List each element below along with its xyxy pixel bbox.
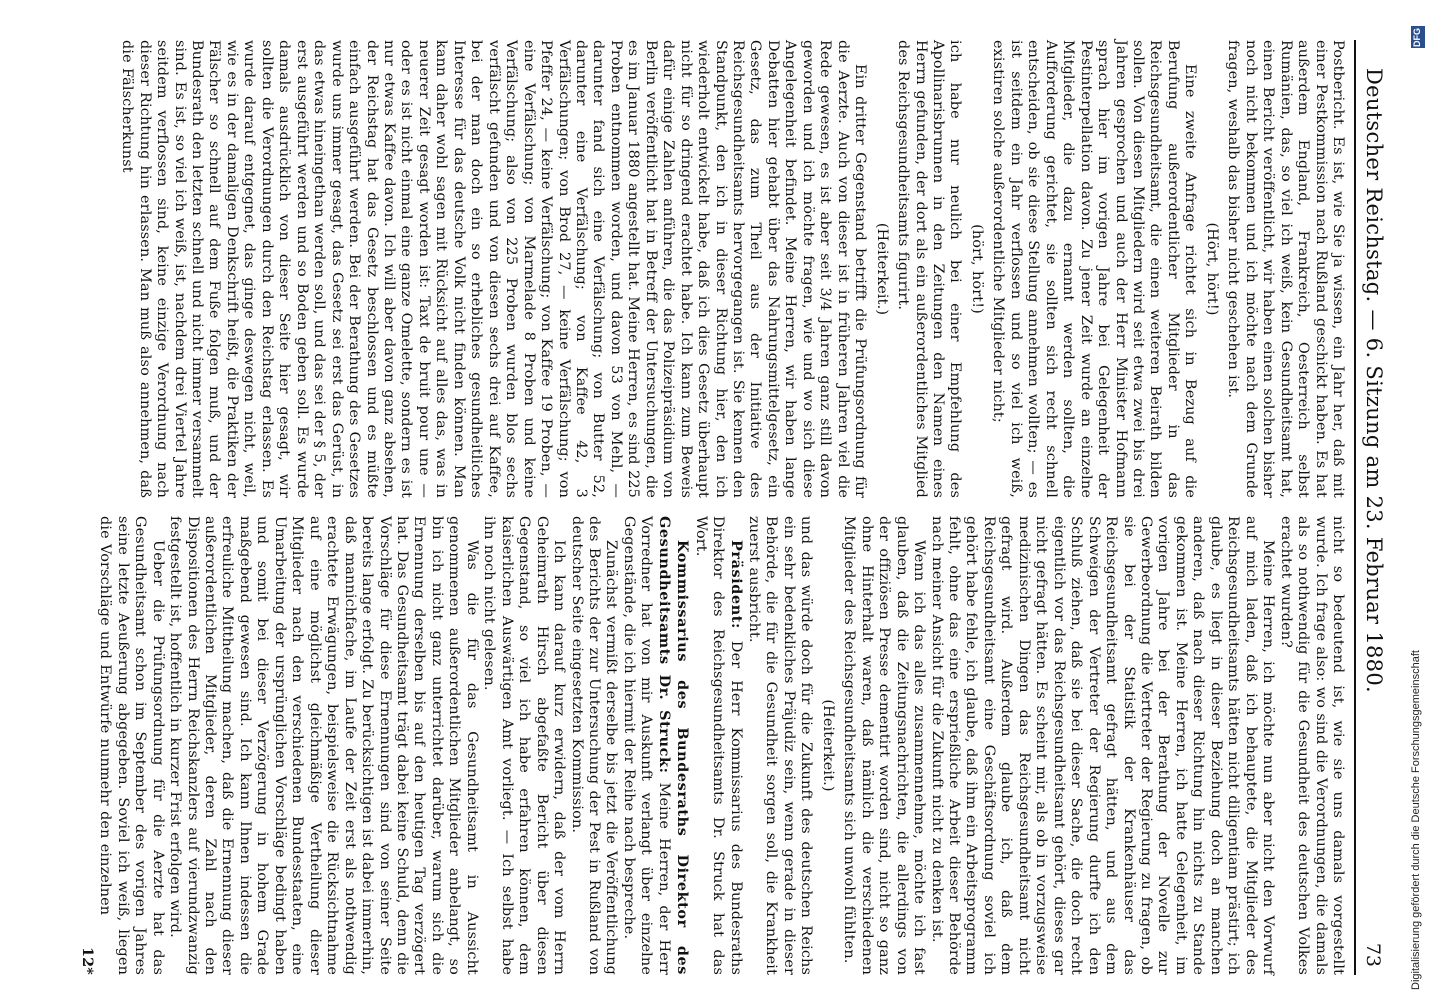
paragraph: Postbericht. Es ist, wie Sie ja wissen, ein Jahr her, daß mit einer Pestkommission nach Rußland geschickt haben. Es hat außerdem England, Frankreich, Oesterreich selbst Rumänien, das, so viel ich weiß, kein Gesundheitsamt hat, einen Bericht veröffentlicht, wir haben einen solchen bisher noch nicht bekommen und ich möchte nach dem Grunde fragen, weshalb das bisher nicht geschehen ist. [1225, 40, 1346, 498]
paragraph: Ein dritter Gegenstand betrifft die Prüfungsordnung für die Aerzte. Auch von dieser ist in früheren Jahren viel die Rede gewesen, es ist aber seit 3/4 Jahren ganz still davon geworden und ich möchte fragen, wie und wo sich diese Angelegenheit befindet. Meine Herren, wir haben lange Debatten hier gehabt über das Nahrungsmittelgesetz, ein Gesetz, das zum Theil aus der Initiative des Reichsgesundheitsamts hervorgegangen ist. Sie kennen den Standpunkt, den ich in dieser Richtung hier, den ich wiederholt entwickelt habe, daß ich dies Gesetz überhaupt nicht für so dringend erachtet habe. Ich kann zum Beweis dafür einige Zahlen anführen, die das Polizeipräsidium von Berlin veröffentlicht hat in Betreff der Untersuchungen, die es im Januar 1880 angestellt hat. Meine Herren, es sind 225 Proben entnommen worden, und davon 53 von Mehl, — darunter fand sich eine Verfälschung; von Butter 52, darunter eine Verfälschung; von Kaffee 42, 3 Verfälschungen; von Brod 27, — keine Verfälschung; von Pfeffer 24, — keine Verfälschung; von Kaffee 19 Proben, — eine Verfälschung; von Marmelade 8 Proben und keine Verfälschung; also von 225 Proben wurden blos sechs verfälscht gefunden und von diesen sechs drei auf Kaffee, bei der man doch ein so erhebliches gesundheitliches Interesse für das deutsche Volk nicht finden können. Man kann daher wohl sagen mit Rücksicht auf alles das, was in neuerer Zeit gesagt worden ist: Taxt de bruit pour une — oder es ist nicht einmal eine ganze Omelette, sondern es ist nur etwas Kaffee davon. Ich will aber davon ganz absehen, der Reichstag hat das Gesetz beschlossen und es müßte einfach ausgeführt werden. Bei der Berathung des Gesetzes wurde uns immer gesagt, das Gesetz sei erst das Gerüst, in das etwas hineingethan werden soll, und das sei der § 5, der erst ausgeführt werden und so Boden geben soll. Es wurde damals ausdrücklich von dieser Seite hier gesagt, wir sollten die Verordnungen durch den Reichstag erlassen. Es wurde darauf entgegnet, das ginge deswegen nicht, weil, wie es in der damaligen Denkschrift heißt, die Praktiken der Fälscher so schnell auf dem Fuße folgen muß, und der Bundesrath den letzten schnell und nicht immer versammelt sind. Es ist, so viel ich weiß, ist, nachdem drei Viertel Jahre seitdem verflossen sind, keine einzige Verordnung nach dieser Richtung hin erlassen. Man muß also annehmen, daß die Fälscherkunst [119, 40, 869, 498]
paragraph: Ueber die Prüfungsordnung für die Aerzte hat das Gesundheitsamt schon im September des vorigen Jahres seine letzte Aeußerung abgegeben. Soviel ich weiß, liegen die Vorschläge und Entwürfe nunmehr den einzelnen [97, 516, 166, 975]
speech-text: Der Herr Kommissarius des Bundesraths Direktor des Reichsgesundheitsamts Dr. Struck hat das Wort. [692, 516, 744, 975]
left-column [91, 40, 1346, 498]
paragraph: und das würde doch für die Zukunft des deutschen Reichs ein sehr bedenkliches Präjudiz sein, wenn gerade in dieser Behörde, die für die Gesundheit sorgen soll, die Krankheit zuerst ausbricht. [746, 516, 815, 975]
interjection: (Hört, hört!) [1203, 222, 1220, 316]
digitization-sidebar [1404, 0, 1432, 1000]
interjection: (Heiterkeit.) [819, 699, 836, 792]
page-number: 73 [1362, 942, 1384, 967]
speaker-name: Präsident: [727, 540, 745, 629]
paragraph: Meine Herren, ich möchte nun aber nicht den Vorwurf auf mich laden, daß ich behauptete, die Mitglieder des Reichsgesundheitsamts hätten nicht diligentiam prästirt; ich glaube, es liegt in dieser Beziehung doch an manchen anderen, daß nach dieser Richtung hin nichts zu Stande gekommen ist. Meine Herren, ich hatte Gelegenheit, im vorigen Jahre bei der Berathung der Novelle zur Gewerbeordnung die Vertreter der Regierung zu fragen, ob sie bei der Statistik der Krankenhäuser das Reichsgesundheitsamt gefragt hätten, und aus dem Schweigen der Vertreter der Regierung durfte ich den Schluß ziehen, daß sie bei dieser Sache, die doch recht eigentlich vor das Reichsgesundheitsamt gehört, dieses gar nicht gefragt hätten. Es scheint mir, als ob in vorzugsweise medizinischen Dingen das Reichsgesundheitsamt nicht gefragt wird. Außerdem glaube ich, daß dem Reichsgesundheitsamt eine Geschäftsordnung soviel ich gehört habe fehle, ich glaube, daß ihm ein Arbeitsprogramm fehlt, ohne das eine ersprießliche Arbeit dieser Behörde nach meiner Ansicht für die Zukunft nicht zu denken ist. [928, 516, 1277, 975]
dfg-logo [1411, 26, 1425, 48]
sheet-signature: 12* [78, 946, 96, 975]
paragraph: Eine zweite Anfrage richtet sich in Bezug auf die Berufung außerordentlicher Mitglieder in das Reichsgesundheitsamt, die einen weiteren Beirath bilden sollen. Von diesen Mitgliedern wird seit etwa zwei bis drei Jahren gesprochen und auch der Herr Minister Hofmann sprach hier im vorigen Jahre bei Gelegenheit der Pestinterpellation davon. Zu jener Zeit wurde an einzelne Mitglieder, die dazu ernannt werden sollten, die Aufforderung gerichtet, sie sollten sich recht schnell entscheiden, ob sie diese Stellung annehmen wollten; — es ist seitdem ein Jahr verflossen und so viel ich weiß, existiren solche außerordentliche Mitglieder nicht; [990, 40, 1199, 498]
paragraph: Wenn ich das alles zusammennehme, möchte ich fast glauben, daß die Zeitungsnachrichten, die allerdings von der offiziösen Presse dementirt worden sind, nicht so ganz ohne Hinterhalt waren, daß nämlich die verschiedenen Mitglieder des Reichsgesundheitsamts sich unwohl fühlten. [841, 516, 928, 975]
header-title: Deutscher Reichstag. — 6. Sitzung am 23. Februar 1880. [1362, 68, 1386, 693]
speaker-name: Kommissarius des Bundesraths Direktor des Gesundheitsamts Dr. Struck: [655, 516, 692, 975]
speaker-paragraph [691, 516, 744, 975]
header-rule [1354, 40, 1356, 975]
right-column [78, 516, 1346, 975]
dfg-logo-text: DFG [1412, 28, 1422, 47]
speech-text: Meine Herren, der Herr Vorredner hat von mir Auskunft verlangt über einzelne Gegenstände, die ich hiermit der Reihe nach bespreche. [620, 516, 672, 975]
speaker-paragraph [619, 516, 691, 975]
paragraph: Ich kann darauf kurz erwidern, daß der vom Herrn Geheimrath Hirsch abgefaßte Bericht über diesen Gegenstand, so viel ich habe erfahren können, dem kaiserlichen Auswärtigen Amt vorliegt. — Ich selbst habe ihn noch nicht gelesen. [481, 516, 568, 975]
funding-notice: Digitalisierung gefördert durch die Deutsche Forschungsgemeinschaft [1410, 650, 1422, 990]
interjection: (Heiterkeit.) [873, 222, 890, 316]
paragraph: nicht so bedeutend ist, wie sie uns damals vorgestellt wurde. Ich frage also: wo sind die Verordnungen, die damals als so nothwendig für die Gesundheit des deutschen Volkes erachtet wurden? [1277, 516, 1346, 975]
interjection: (hört, hört!) [968, 224, 985, 314]
paragraph: Zunächst vermißt derselbe bis jetzt die Veröffentlichung des Berichts der zur Untersuchung der Pest in Rußland von deutscher Seite eingesetzten Kommission. [568, 516, 620, 975]
paragraph: Was die für das Gesundheitsamt in Aussicht genommenen außerordentlichen Mitglieder anbelangt, so bin ich nicht ganz unterrichtet darüber, warum sich die Ernennung derselben bis auf den heutigen Tag verzögert hat. Das Gesundheitsamt trägt dabei keine Schuld, denn die Vorschläge für diese Ernennungen sind von seiner Seite bereits lange erfolgt. Zu berücksichtigen ist dabei immerhin, daß mannichfache, im Laufe der Zeit erst als nothwendig erachtete Erwägungen, beispielsweise die Rücksichtnahme auf eine möglichst gleichmäßige Vertheilung dieser Mitglieder nach den verschiedenen Bundesstaaten, eine Umarbeitung der ursprünglichen Vorschläge bedingt haben und somit bei dieser Verzögerung in hohem Grade maßgebend gewesen sind. Ich kann Ihnen indessen die erfreuliche Mittheilung machen, daß die Ernennung dieser außerordentlichen Mitglieder, deren Zahl nach den Dispositionen des Herrn Reichskanzlers auf vierundzwanzig festgestellt ist, hoffentlich in kurzer Frist erfolgen wird. [167, 516, 480, 975]
running-header [1358, 40, 1398, 975]
paragraph: ich habe nur neulich bei einer Empfehlung des Apollinarisbrunnen in den Zeitungen den Namen eines Herrn gefunden, der dort als ein außerordentliches Mitglied des Reichsgesundheitsamts figurirt. [895, 40, 964, 498]
